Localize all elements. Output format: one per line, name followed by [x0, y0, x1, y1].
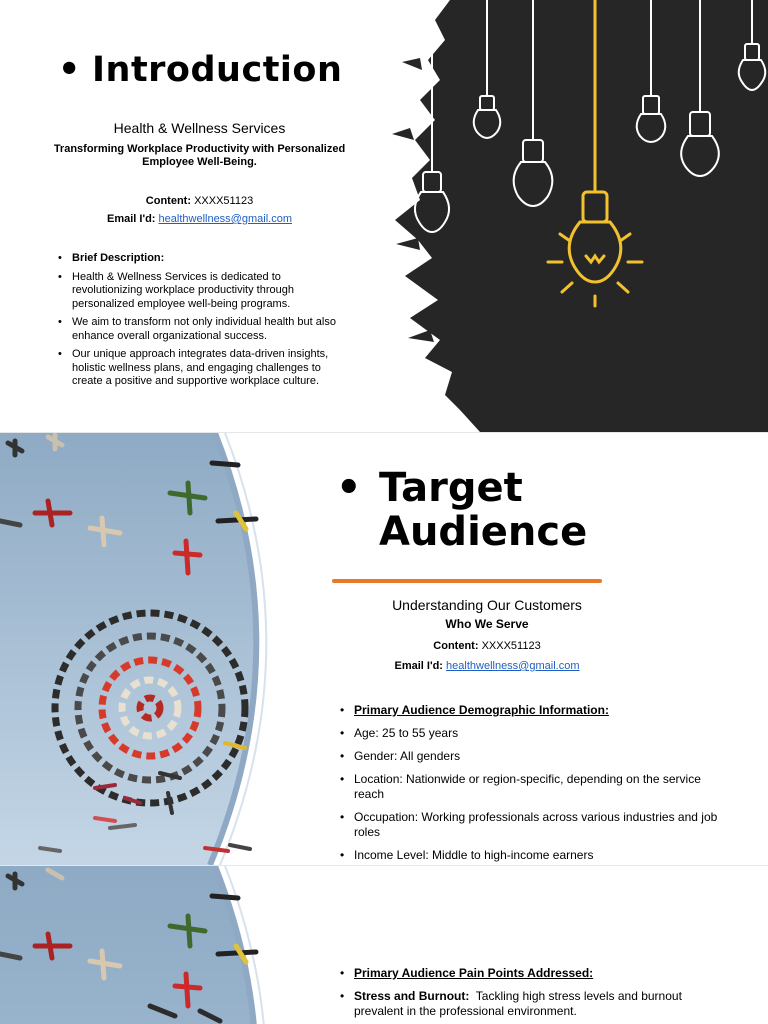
brief-heading-text: Brief Description: [72, 252, 165, 264]
email-label: Email I'd: [394, 660, 443, 672]
title-line-2: Audience [379, 509, 588, 555]
email-link[interactable]: healthwellness@gmail.com [158, 213, 292, 225]
skydivers-image [0, 866, 300, 1024]
brief-description-heading [58, 252, 340, 266]
pain-item-label: Stress and Burnout: [354, 989, 470, 1003]
pain-points-heading [340, 966, 720, 981]
content-label: Content: [145, 195, 192, 207]
email-line [332, 660, 642, 672]
list-item: • Gender: All genders [340, 749, 720, 764]
content-value: XXXX51123 [481, 640, 541, 652]
title-text: Introduction [92, 50, 343, 90]
title-bullet: • [336, 465, 362, 511]
content-label: Content: [433, 640, 479, 652]
demographic-heading [340, 703, 720, 718]
email-link[interactable]: healthwellness@gmail.com [446, 660, 580, 672]
company-name: Health & Wellness Services [113, 120, 286, 136]
pain-item-text: Tackling high stress levels and burnout prevalent in the professional environment. [354, 989, 682, 1018]
title-underline-rule [332, 579, 602, 583]
list-item: • Location: Nationwide or region-specific, depending on the service reach [340, 772, 720, 802]
title-text [379, 466, 587, 554]
content-line [52, 195, 347, 207]
section-subheading: Who We Serve [445, 617, 529, 631]
title-line-1: Target [379, 465, 523, 511]
page-title-introduction [58, 50, 342, 90]
list-item: • Age: 25 to 55 years [340, 726, 720, 741]
list-item [340, 989, 720, 1019]
list-item: • Our unique approach integrates data-driven insights, holistic wellness plans, and engaging challenges to create a positive and supportive workplace culture. [58, 348, 340, 389]
demographic-heading-text: Primary Audience Demographic Information: [354, 703, 609, 717]
skydivers-image [0, 433, 300, 865]
company-tagline: Transforming Workplace Productivity with Personalized Employee Well-Being. [53, 143, 346, 168]
title-bullet: • [58, 50, 81, 90]
content-line [332, 640, 642, 652]
content-value: XXXX51123 [194, 195, 254, 207]
list-item: • We aim to transform not only individual health but also enhance overall organizational success. [58, 316, 340, 343]
list-item: • Income Level: Middle to high-income earners [340, 848, 720, 863]
pain-points-heading-text: Primary Audience Pain Points Addressed: [354, 966, 594, 980]
slide-introduction [0, 0, 768, 432]
list-item: • Occupation: Working professionals across various industries and job roles [340, 810, 720, 840]
pain-points-list [340, 966, 720, 1024]
email-label: Email I'd: [107, 213, 156, 225]
chalkboard-lightbulbs-image [390, 0, 768, 432]
list-item: • Health & Wellness Services is dedicated to revolutionizing workplace productivity through personalized employee well-being programs. [58, 271, 340, 312]
email-line [52, 213, 347, 225]
demographic-list [340, 703, 720, 871]
section-heading: Understanding Our Customers [392, 597, 582, 613]
brief-description-list [58, 252, 340, 394]
